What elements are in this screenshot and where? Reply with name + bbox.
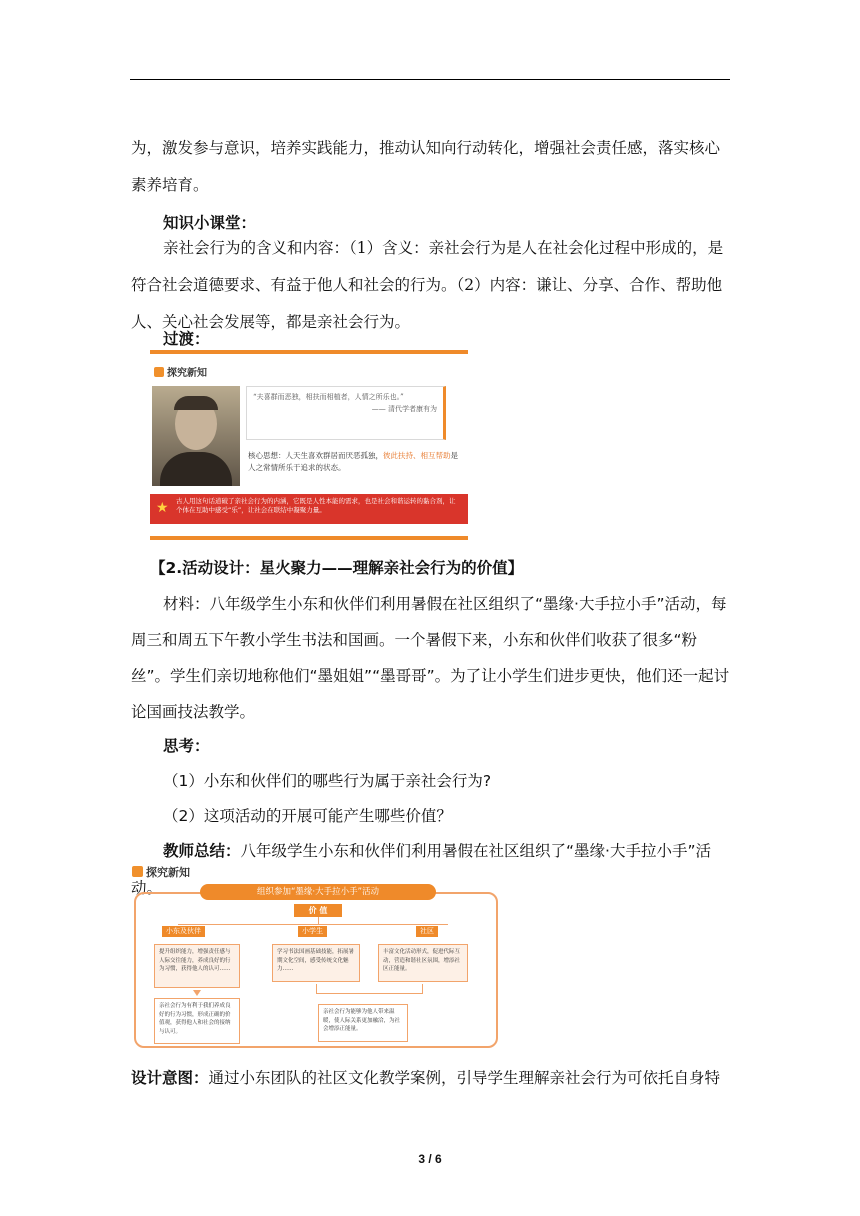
quote-source: —— 清代学者康有为: [371, 405, 437, 413]
teacher-text: 八年级学生小东和伙伴们利用暑假在社区组织了“墨缘·大手拉小手”活动。: [131, 842, 712, 897]
intent-text: 通过小东团队的社区文化教学案例，引导学生理解亲社会行为可依托自身特: [208, 1069, 721, 1087]
slide-top-bar: [150, 350, 468, 354]
paragraph-intro: 为，激发参与意识，培养实践能力，推动认知向行动转化，增强社会责任感，落实核心素养培育。: [131, 139, 721, 194]
conclusion-box-others: 亲社会行为能够为他人带来温暖，使人际关系更加融洽，为社会增添正能量。: [318, 1004, 408, 1042]
column-label-pupils: 小学生: [298, 926, 327, 937]
conclusion-box-self: 亲社会行为有利于我们养成良好的行为习惯，形成正确的价值观，获得他人和社会的接纳与认可。: [154, 998, 240, 1044]
value-label: 价 值: [294, 904, 342, 917]
value-box-pupils: 学习书法国画基础技能，拓展暑期文化空间，感受传统文化魅力……: [272, 944, 360, 982]
diagram-title: 组织参加“墨缘·大手拉小手”活动: [200, 884, 436, 900]
core-prefix: 核心思想：人天生喜欢群居而厌恶孤独，: [248, 451, 383, 460]
magnifier-icon: [132, 866, 143, 877]
slide2-header: [132, 864, 190, 880]
quote-box: [246, 386, 446, 440]
magnifier-icon: [154, 367, 164, 377]
question-1: （1）小东和伙伴们的哪些行为属于亲社会行为?: [163, 772, 492, 790]
transition-label: 过渡：: [163, 329, 210, 348]
core-idea: [248, 450, 458, 474]
slide2-header-label: 探究新知: [146, 866, 190, 879]
material-text: 材料：八年级学生小东和伙伴们利用暑假在社区组织了“墨缘·大手拉小手”活动，每周三和周五下午教小学生书法和国画。一个暑假下来，小东和伙伴们收获了很多“粉丝”。学生们亲切地称他们“墨姐姐”“墨哥哥”。为了让小学生们进步更快，他们还一起讨论国画技法教学。: [131, 595, 730, 721]
slide-explore-quote: [150, 350, 468, 540]
knowledge-title: 知识小课堂：: [163, 213, 257, 232]
teacher-label: 教师总结：: [163, 842, 241, 860]
column-label-partners: 小东及伙伴: [162, 926, 205, 937]
section-title: 【2.活动设计：星火聚力——理解亲社会行为的价值】: [150, 559, 524, 577]
value-box-community: 丰富文化活动形式，促进代际互动，营造和谐社区氛围，增添社区正能量。: [378, 944, 468, 982]
core-highlight: 彼此扶持、相互帮助: [383, 451, 451, 460]
question-2: （2）这项活动的开展可能产生哪些价值？: [163, 807, 452, 825]
design-intent: [131, 1060, 731, 1097]
quote-text: “夫喜群而恶独，相扶而相植者，人情之所乐也。”: [253, 393, 404, 401]
banner-text: 古人用这句话道破了亲社会行为的内涵，它既是人性本能的需求，也是社会和谐运转的黏合剂，让个体在互助中感受“乐”，让社会在联结中凝聚力量。: [176, 497, 456, 514]
banner: [150, 494, 468, 524]
column-label-community: 社区: [416, 926, 438, 937]
arrow-down-icon: [193, 990, 201, 996]
core-suffix: 是人之常情所乐于追求的状态。: [248, 451, 458, 472]
think-title: 思考：: [163, 737, 210, 755]
star-icon: ★: [156, 500, 169, 516]
slide-header-label: 探究新知: [167, 368, 207, 379]
slide-header: [154, 364, 207, 379]
value-box-partners: 提升组织能力，增强责任感与人际交往能力，养成良好的行为习惯，获得他人的认可……: [154, 944, 240, 988]
slide-bottom-bar: [150, 536, 468, 540]
header-rule: [130, 79, 730, 80]
slide-value-diagram: [132, 862, 502, 1052]
intent-label: 设计意图：: [131, 1069, 209, 1087]
knowledge-text: 亲社会行为的含义和内容：（1）含义：亲社会行为是人在社会化过程中形成的，是符合社会道德要求、有益于他人和社会的行为。（2）内容：谦让、分享、合作、帮助他人、关心社会发展等，都是亲社会行为。: [131, 239, 724, 331]
page-number: 3 / 6: [418, 1152, 442, 1166]
portrait-image: [152, 386, 240, 486]
